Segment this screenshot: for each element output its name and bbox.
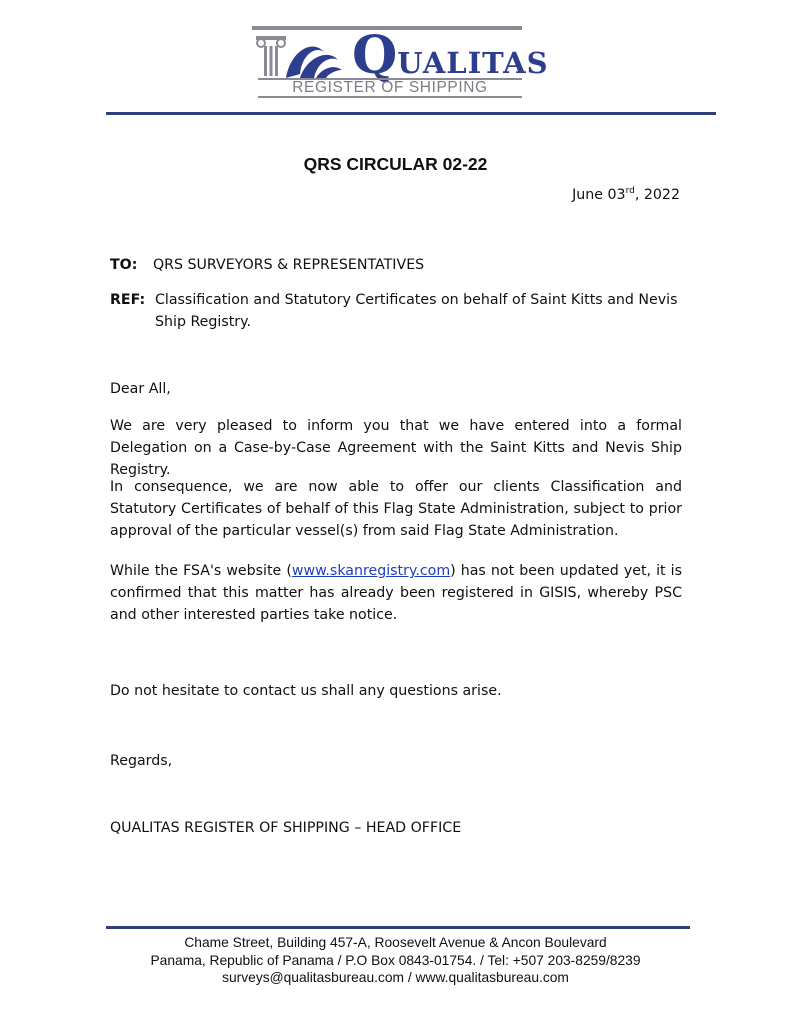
date-year: , 2022 xyxy=(634,187,680,203)
footer-rule xyxy=(106,926,690,929)
date-suffix: rd xyxy=(625,186,635,196)
closing: Regards, xyxy=(110,753,173,769)
logo-initial: Q xyxy=(352,25,398,86)
column-wave-logo-icon xyxy=(254,34,354,80)
logo-wordmark xyxy=(352,25,549,86)
paragraph-website xyxy=(110,560,682,626)
to-label: TO: xyxy=(110,257,138,273)
p3-before: While the FSA's website ( xyxy=(110,563,292,579)
paragraph-delegation: We are very pleased to inform you that we have entered into a formal Delegation on a Case-by-Case Agreement with the Saint Kitts and Nevis Ship Registry. xyxy=(110,418,682,478)
ref-value: Classification and Statutory Certificates on behalf of Saint Kitts and Nevis Ship Registry. xyxy=(155,292,678,330)
skanregistry-link[interactable]: www.skanregistry.com xyxy=(291,563,451,579)
paragraph-contact: Do not hesitate to contact us shall any questions arise. xyxy=(110,683,502,699)
date-day: June 03 xyxy=(572,187,626,203)
p3-after: ) has not been updated yet, it is confirmed that this matter has already been registered in GISIS, whereby PSC and other interested parties take notice. xyxy=(110,563,682,623)
circular-date xyxy=(572,187,680,203)
ref-label: REF: xyxy=(110,292,146,308)
paragraph-consequence: In consequence, we are now able to offer our clients Classification and Statutory Certificates of behalf of this Flag State Administration, subject to prior approval of the particular vessel(s) from said Flag State Administration. xyxy=(110,479,682,539)
greeting: Dear All, xyxy=(110,381,171,397)
logo-rest: UALITAS xyxy=(397,46,549,80)
header-rule xyxy=(106,112,716,115)
footer-address: Chame Street, Building 457-A, Roosevelt Avenue & Ancon Boulevard xyxy=(184,935,607,950)
signature: QUALITAS REGISTER OF SHIPPING – HEAD OFFICE xyxy=(110,820,462,836)
to-value: QRS SURVEYORS & REPRESENTATIVES xyxy=(153,257,425,273)
circular-title: QRS CIRCULAR 02-22 xyxy=(303,154,488,174)
footer-contact: Panama, Republic of Panama / P.O Box 0843-01754. / Tel: +507 203-8259/8239 xyxy=(150,953,641,968)
logo-subtitle: REGISTER OF SHIPPING xyxy=(292,79,488,96)
footer-web: surveys@qualitasbureau.com / www.qualitasbureau.com xyxy=(222,970,569,985)
